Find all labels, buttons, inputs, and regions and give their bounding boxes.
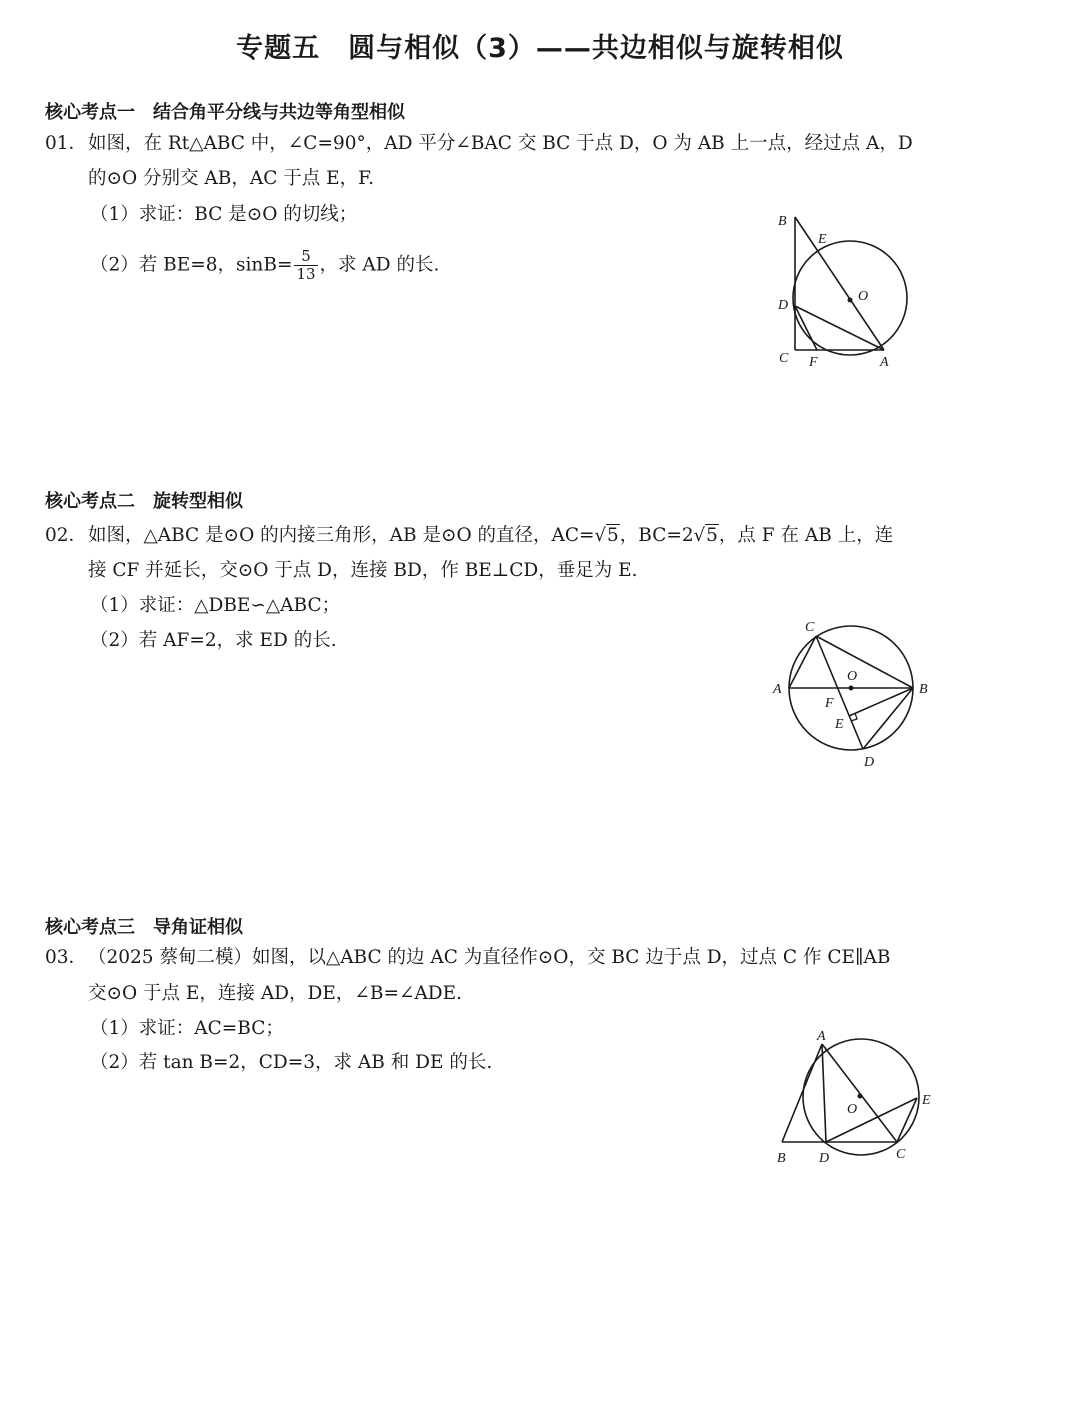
problem-3-question-2: （2）若 tan B=2，CD=3，求 AB 和 DE 的长. xyxy=(90,1052,493,1073)
stem-part-c: ，点 F 在 AB 上，连 xyxy=(718,525,894,546)
segment-ab xyxy=(795,217,884,350)
page-title: 专题五 圆与相似（3）——共边相似与旋转相似 xyxy=(236,33,844,64)
segment-de xyxy=(826,1098,917,1142)
label-c: C xyxy=(805,620,815,635)
fraction-denominator: 13 xyxy=(296,265,316,283)
label-a: A xyxy=(880,355,889,370)
sin-fraction xyxy=(294,248,317,283)
problem-2-question-2: （2）若 AF=2，求 ED 的长. xyxy=(90,630,337,651)
label-b: B xyxy=(778,214,787,229)
problem-3-question-1: （1）求证：AC=BC； xyxy=(90,1018,284,1039)
label-d: D xyxy=(778,298,789,313)
label-o: O xyxy=(847,1102,858,1117)
segment-ad xyxy=(822,1044,826,1142)
section-heading-3: 核心考点三 导角证相似 xyxy=(45,917,243,938)
label-o: O xyxy=(847,669,858,684)
problem-1-stem-line1: 如图，在 Rt△ABC 中，∠C=90°，AD 平分∠BAC 交 BC 于点 D，O 为 AB 上一点，经过点 A，D xyxy=(88,133,913,154)
label-d: D xyxy=(819,1151,830,1166)
segment-be xyxy=(849,688,913,716)
figure-3 xyxy=(765,1030,945,1170)
stem-part-b: ，BC=2 xyxy=(619,525,694,546)
label-e: E xyxy=(835,717,844,732)
section-heading-2: 核心考点二 旋转型相似 xyxy=(45,491,243,512)
segment-ac xyxy=(822,1044,897,1142)
sqrt-5-b: √5 xyxy=(693,525,718,546)
label-b: B xyxy=(777,1151,786,1166)
label-a: A xyxy=(773,682,782,697)
stem-part-a: 如图，△ABC 是⊙O 的内接三角形，AB 是⊙O 的直径，AC= xyxy=(88,525,595,546)
problem-2-stem-line2: 接 CF 并延长，交⊙O 于点 D，连接 BD，作 BE⊥CD，垂足为 E. xyxy=(88,560,638,581)
radicand: 5 xyxy=(706,525,718,546)
problem-2-question-1: （1）求证：△DBE∽△ABC； xyxy=(90,595,341,616)
q2-prefix: （2）若 BE=8，sinB= xyxy=(90,254,293,276)
figure-2 xyxy=(765,615,935,775)
label-d: D xyxy=(864,755,875,770)
label-c: C xyxy=(896,1147,906,1162)
segment-cb xyxy=(816,636,913,688)
problem-3-stem-line1: （2025 蔡甸二模）如图，以△ABC 的边 AC 为直径作⊙O，交 BC 边于点 D，过点 C 作 CE∥AB xyxy=(88,947,891,968)
figure-1 xyxy=(770,205,930,375)
label-f: F xyxy=(825,696,834,711)
segment-ab xyxy=(782,1044,822,1142)
segment-ad xyxy=(795,306,884,350)
center-point xyxy=(848,298,853,303)
label-a: A xyxy=(817,1029,826,1044)
segment-ac xyxy=(789,636,816,688)
label-c: C xyxy=(779,351,789,366)
problem-number-3: 03． xyxy=(45,947,88,968)
label-b: B xyxy=(919,682,928,697)
problem-1-question-1: （1）求证：BC 是⊙O 的切线； xyxy=(90,204,358,225)
label-e: E xyxy=(818,232,827,247)
center-point xyxy=(849,686,854,691)
center-point xyxy=(858,1094,863,1099)
segment-df xyxy=(795,306,817,350)
problem-1-question-2 xyxy=(90,248,439,283)
problem-number-2: 02． xyxy=(45,525,88,546)
label-f: F xyxy=(809,355,818,370)
q2-suffix: ，求 AD 的长. xyxy=(319,254,440,276)
label-e: E xyxy=(922,1093,931,1108)
label-o: O xyxy=(858,289,869,304)
problem-1-stem-line2: 的⊙O 分别交 AB，AC 于点 E，F. xyxy=(88,168,375,189)
segment-cd xyxy=(816,636,863,749)
problem-2-stem-line1 xyxy=(88,523,893,549)
radicand: 5 xyxy=(607,525,619,546)
problem-number-1: 01． xyxy=(45,133,88,154)
problem-3-stem-line2: 交⊙O 于点 E，连接 AD，DE，∠B=∠ADE. xyxy=(88,983,463,1004)
sqrt-5-a: √5 xyxy=(594,525,619,546)
fraction-numerator: 5 xyxy=(294,248,317,266)
section-heading-1: 核心考点一 结合角平分线与共边等角型相似 xyxy=(45,102,405,123)
